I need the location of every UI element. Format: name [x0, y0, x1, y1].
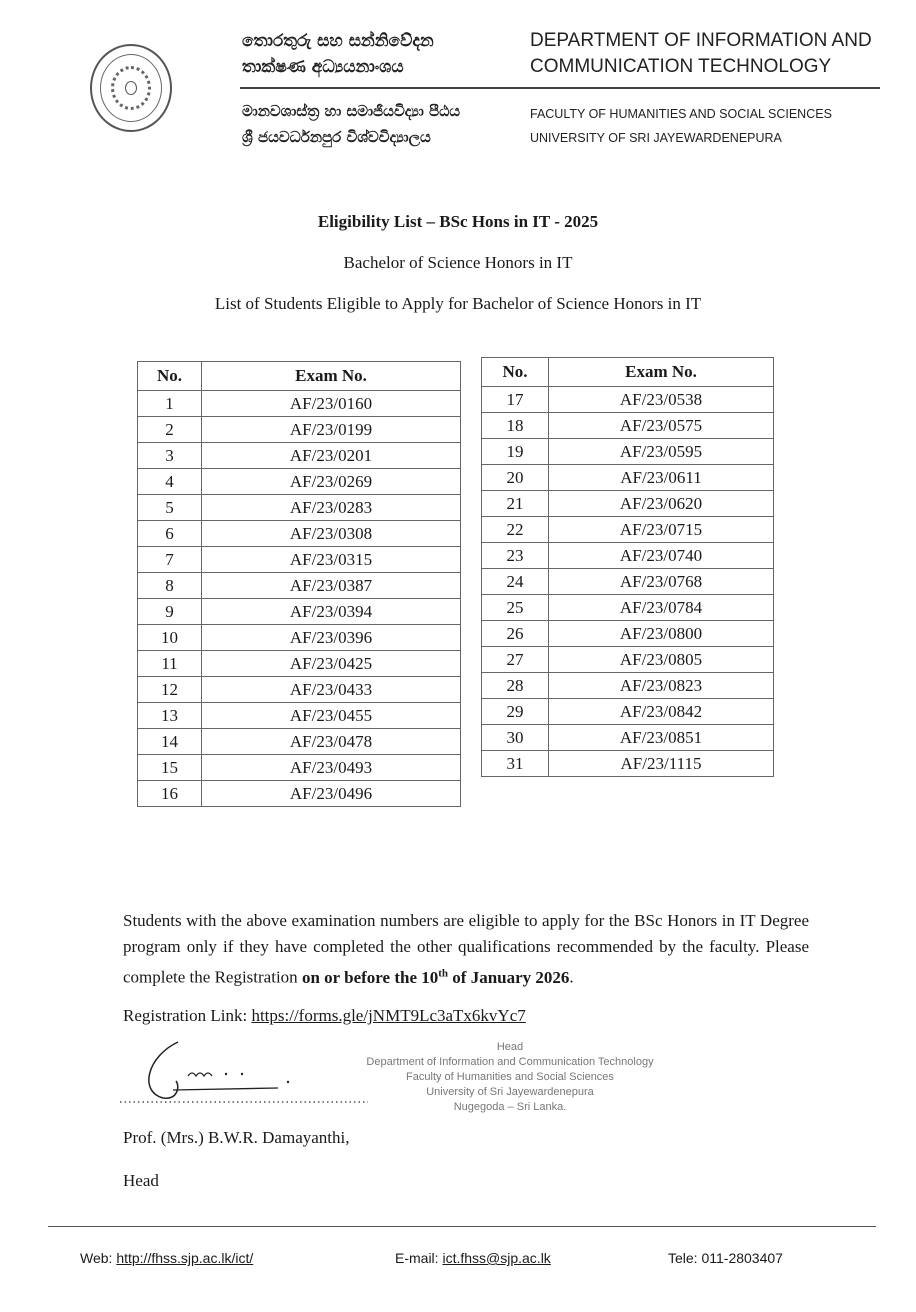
row-number: 21 [482, 491, 549, 517]
table-row [482, 465, 774, 491]
row-number: 9 [138, 599, 202, 625]
row-number: 23 [482, 543, 549, 569]
sinhala-faculty-line1: මානවශාස්ත්‍ර හා සමාජීයවිද්‍යා පීඨය [242, 102, 461, 120]
stamp-line: Department of Information and Communication Technology [366, 1056, 654, 1068]
col-header-exam-no: Exam No. [549, 358, 774, 387]
web-label: Web: [80, 1250, 117, 1266]
stamp-line: Faculty of Humanities and Social Sciences [406, 1071, 614, 1083]
row-number: 6 [138, 521, 202, 547]
row-number: 8 [138, 573, 202, 599]
subtitle: Bachelor of Science Honors in IT [343, 253, 573, 272]
row-number: 1 [138, 391, 202, 417]
official-stamp [320, 1040, 700, 1115]
university-seal-logo [90, 44, 172, 132]
signatory-name: Prof. (Mrs.) B.W.R. Damayanthi, [123, 1128, 350, 1147]
stamp-line: Head [496, 1041, 524, 1053]
table-row [138, 573, 461, 599]
exam-number: AF/23/0269 [202, 469, 461, 495]
sinhala-dept-line2: තාක්ෂණ අධ්‍යයනාංශය [242, 57, 404, 77]
sinhala-faculty-name [242, 98, 460, 150]
row-number: 4 [138, 469, 202, 495]
footer-tele: Tele: 011-2803407 [668, 1250, 783, 1266]
exam-number: AF/23/0851 [549, 725, 774, 751]
exam-number: AF/23/0620 [549, 491, 774, 517]
row-number: 17 [482, 387, 549, 413]
row-number: 7 [138, 547, 202, 573]
exam-number: AF/23/0396 [202, 625, 461, 651]
table-row [482, 647, 774, 673]
table-row [138, 417, 461, 443]
sinhala-dept-line1: තොරතුරු සහ සන්නිවේදන [242, 31, 434, 51]
footer-divider [48, 1226, 876, 1227]
note-deadline-end: of January 2026 [448, 967, 570, 987]
email-link[interactable]: ict.fhss@sjp.ac.lk [442, 1250, 551, 1266]
exam-number: AF/23/0805 [549, 647, 774, 673]
exam-number: AF/23/0842 [549, 699, 774, 725]
row-number: 16 [138, 781, 202, 807]
table-row [138, 729, 461, 755]
email-label: E-mail: [395, 1250, 443, 1266]
dept-line1: DEPARTMENT OF INFORMATION AND [530, 30, 872, 51]
exam-number: AF/23/0784 [549, 595, 774, 621]
row-number: 5 [138, 495, 202, 521]
row-number: 28 [482, 673, 549, 699]
table-row [482, 699, 774, 725]
table-row [138, 469, 461, 495]
table-row [138, 547, 461, 573]
row-number: 29 [482, 699, 549, 725]
exam-number: AF/23/0199 [202, 417, 461, 443]
col-header-no: No. [138, 362, 202, 391]
table-row [138, 677, 461, 703]
exam-number: AF/23/0768 [549, 569, 774, 595]
table-row [138, 755, 461, 781]
signatory-role: Head [123, 1171, 159, 1190]
table-row [138, 625, 461, 651]
table-row [482, 517, 774, 543]
header-divider [240, 87, 880, 89]
note-text: Students with the above examination numbers are eligible to apply for the BSc Honors in IT Degree program only if they have completed the other qualifications recommended by the faculty. Please complete the Registration [123, 911, 809, 987]
table-row [482, 387, 774, 413]
registration-line [123, 1003, 809, 1029]
footer-email [395, 1250, 551, 1266]
sinhala-dept-name [242, 28, 434, 80]
exam-number: AF/23/0823 [549, 673, 774, 699]
note-sup: th [438, 967, 449, 979]
exam-number: AF/23/0496 [202, 781, 461, 807]
table-row [482, 595, 774, 621]
table-row [138, 781, 461, 807]
table-row [138, 599, 461, 625]
stamp-line: University of Sri Jayewardenepura [426, 1086, 594, 1098]
row-number: 20 [482, 465, 549, 491]
faculty-university [530, 102, 832, 150]
web-link[interactable]: http://fhss.sjp.ac.lk/ict/ [116, 1250, 254, 1266]
exam-number: AF/23/0201 [202, 443, 461, 469]
exam-number: AF/23/0538 [549, 387, 774, 413]
exam-number: AF/23/0387 [202, 573, 461, 599]
eligibility-table-left [137, 361, 461, 807]
table-row [138, 703, 461, 729]
faculty-name: FACULTY OF HUMANITIES AND SOCIAL SCIENCES [530, 107, 832, 121]
stamp-line: Nugegoda – Sri Lanka. [453, 1101, 567, 1113]
footer-web [80, 1250, 253, 1266]
page-title: Eligibility List – BSc Hons in IT - 2025 [317, 212, 599, 231]
exam-number: AF/23/0800 [549, 621, 774, 647]
exam-number: AF/23/0740 [549, 543, 774, 569]
table-row [482, 621, 774, 647]
exam-number: AF/23/0394 [202, 599, 461, 625]
row-number: 14 [138, 729, 202, 755]
exam-number: AF/23/1115 [549, 751, 774, 777]
row-number: 13 [138, 703, 202, 729]
exam-number: AF/23/0715 [549, 517, 774, 543]
registration-label: Registration Link: [123, 1006, 252, 1025]
table-row [482, 491, 774, 517]
exam-number: AF/23/0455 [202, 703, 461, 729]
row-number: 27 [482, 647, 549, 673]
exam-number: AF/23/0308 [202, 521, 461, 547]
table-row [138, 495, 461, 521]
row-number: 15 [138, 755, 202, 781]
exam-number: AF/23/0575 [549, 413, 774, 439]
col-header-exam-no: Exam No. [202, 362, 461, 391]
row-number: 30 [482, 725, 549, 751]
note-end: . [569, 967, 574, 987]
table-row [482, 413, 774, 439]
eligibility-table-right [481, 357, 774, 777]
exam-number: AF/23/0595 [549, 439, 774, 465]
exam-number: AF/23/0283 [202, 495, 461, 521]
table-row [482, 569, 774, 595]
registration-link[interactable]: https://forms.gle/jNMT9Lc3aTx6kvYc7 [251, 1006, 526, 1025]
row-number: 26 [482, 621, 549, 647]
table-row [482, 543, 774, 569]
row-number: 22 [482, 517, 549, 543]
row-number: 12 [138, 677, 202, 703]
table-row [138, 391, 461, 417]
table-row [482, 673, 774, 699]
row-number: 24 [482, 569, 549, 595]
table-row [482, 725, 774, 751]
eligibility-note [123, 908, 809, 991]
exam-number: AF/23/0493 [202, 755, 461, 781]
table-row [138, 443, 461, 469]
subtitle-list: List of Students Eligible to Apply for Bachelor of Science Honors in IT [214, 294, 702, 313]
table-row [482, 439, 774, 465]
table-row [138, 651, 461, 677]
row-number: 18 [482, 413, 549, 439]
row-number: 11 [138, 651, 202, 677]
dept-line2: COMMUNICATION TECHNOLOGY [530, 56, 832, 77]
table-row [482, 751, 774, 777]
note-deadline: on or before the 10 [301, 967, 439, 987]
exam-number: AF/23/0433 [202, 677, 461, 703]
sinhala-faculty-line2: ශ්‍රී ජයවර්ධනපුර විශ්වවිද්‍යාලය [242, 128, 431, 146]
exam-number: AF/23/0425 [202, 651, 461, 677]
exam-number: AF/23/0160 [202, 391, 461, 417]
row-number: 19 [482, 439, 549, 465]
row-number: 3 [138, 443, 202, 469]
dept-name [530, 28, 872, 80]
university-name: UNIVERSITY OF SRI JAYEWARDENEPURA [530, 131, 782, 145]
exam-number: AF/23/0315 [202, 547, 461, 573]
col-header-no: No. [482, 358, 549, 387]
row-number: 10 [138, 625, 202, 651]
row-number: 2 [138, 417, 202, 443]
table-row [138, 521, 461, 547]
exam-number: AF/23/0611 [549, 465, 774, 491]
row-number: 25 [482, 595, 549, 621]
exam-number: AF/23/0478 [202, 729, 461, 755]
row-number: 31 [482, 751, 549, 777]
